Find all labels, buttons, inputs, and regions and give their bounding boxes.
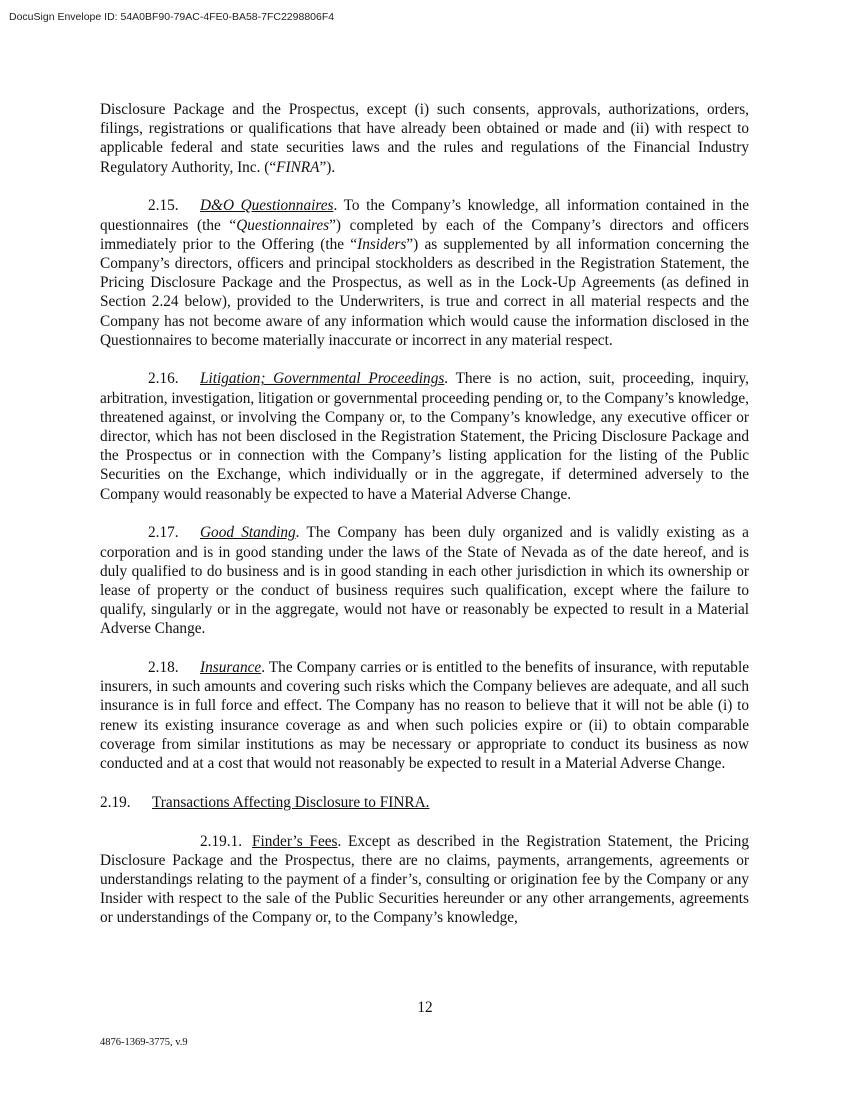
section-number: 2.19. xyxy=(100,793,131,811)
section-number: 2.18. xyxy=(148,659,179,677)
section-title: Good Standing xyxy=(200,524,296,542)
section-2-19 xyxy=(100,793,749,812)
section-title: D&O Questionnaires xyxy=(200,197,334,215)
docusign-envelope-id: DocuSign Envelope ID: 54A0BF90-79AC-4FE0-BA58-7FC2298806F4 xyxy=(9,11,335,23)
defined-term-finra: FINRA xyxy=(276,158,320,176)
section-2-16 xyxy=(100,369,749,503)
section-text: . There is no action, suit, proceeding, inquiry, arbitration, investigation, litigation or governmental proceeding pending or, to the Company’s knowledge, threatened against, or involving the Company or, to the Company’s knowledge, any executive officer or director, which has not been disclosed in the Registration Statement, the Pricing Disclosure Package and the Prospectus or in connection with the Company’s listing application for the listing of the Public Securities on the Exchange, which individually or in the aggregate, if determined adversely to the Company would reasonably be expected to have a Material Adverse Change. xyxy=(100,370,749,503)
defined-term-questionnaires: Questionnaires xyxy=(236,216,330,234)
section-2-19-1 xyxy=(100,832,749,928)
paragraph-continued xyxy=(100,100,749,177)
document-body xyxy=(100,100,749,947)
section-title: Finder’s Fees xyxy=(252,832,338,850)
section-text: . Except as described in the Registration Statement, the Pricing Disclosure Package and the Prospectus, there are no claims, payments, arrangements, agreements or understandings relating to the payment of a finder’s, consulting or origination fee by the Company or any Insider with respect to the sale of the Public Securities hereunder or any other arrangements, agreements or understandings of the Company or, to the Company’s knowledge, xyxy=(100,832,749,927)
section-text: . To the Company’s knowledge, all information contained in the questionnaires (the “ xyxy=(100,197,749,234)
section-number: 2.17. xyxy=(148,524,179,542)
section-2-17 xyxy=(100,523,749,638)
section-text: . The Company carries or is entitled to the benefits of insurance, with reputable insurers, in such amounts and covering such risks which the Company believes are adequate, and all such insurance is in full force and effect. The Company has no reason to believe that it will not be able (i) to renew its existing insurance coverage as and when such policies expire or (ii) to obtain comparable coverage from similar institutions as may be necessary or appropriate to conduct its business as now conducted and at a cost that would not reasonably be expected to result in a Material Adverse Change. xyxy=(100,659,749,773)
section-title: Insurance xyxy=(200,659,262,677)
defined-term-insiders: Insiders xyxy=(357,235,407,253)
section-number: 2.15. xyxy=(148,197,179,215)
section-number: 2.19.1. xyxy=(200,832,243,850)
section-title: Transactions Affecting Disclosure to FINRA. xyxy=(152,793,430,811)
paragraph-text: ”). xyxy=(319,158,336,176)
section-2-18 xyxy=(100,658,749,773)
page-number: 12 xyxy=(417,999,433,1016)
section-number: 2.16. xyxy=(148,370,179,388)
section-text: . The Company has been duly organized and is validly existing as a corporation and is in good standing under the laws of the State of Nevada as of the date hereof, and is duly qualified to do business and is in good standing in each other jurisdiction in which its ownership or lease of property or the conduct of business requires such qualification, except where the failure to qualify, singularly or in the aggregate, would not have or reasonably be expected to result in a Material Adverse Change. xyxy=(100,524,749,638)
paragraph-text: Disclosure Package and the Prospectus, except (i) such consents, approvals, authorizations, orders, filings, registrations or qualifications that have already been obtained or made and (ii) with respect to applicable federal and state securities laws and the rules and regulations of the Financial Industry Regulatory Authority, Inc. (“ xyxy=(100,101,749,176)
section-2-15 xyxy=(100,196,749,350)
section-text: ”) as supplemented by all information concerning the Company’s directors, officers and principal stockholders as described in the Registration Statement, the Pricing Disclosure Package and the Prospectus, as well as in the Lock-Up Agreements (as defined in Section 2.24 below), provided to the Underwriters, is true and correct in all material respects and the Company has not become aware of any information which would cause the information disclosed in the Questionnaires to become materially inaccurate or incorrect in any material respect. xyxy=(100,235,749,349)
document-id: 4876-1369-3775, v.9 xyxy=(100,1037,188,1048)
section-text: ”) completed by each of the Company’s directors and officers immediately prior to the Offering (the “ xyxy=(100,216,749,253)
section-title: Litigation; Governmental Proceedings xyxy=(200,370,445,388)
